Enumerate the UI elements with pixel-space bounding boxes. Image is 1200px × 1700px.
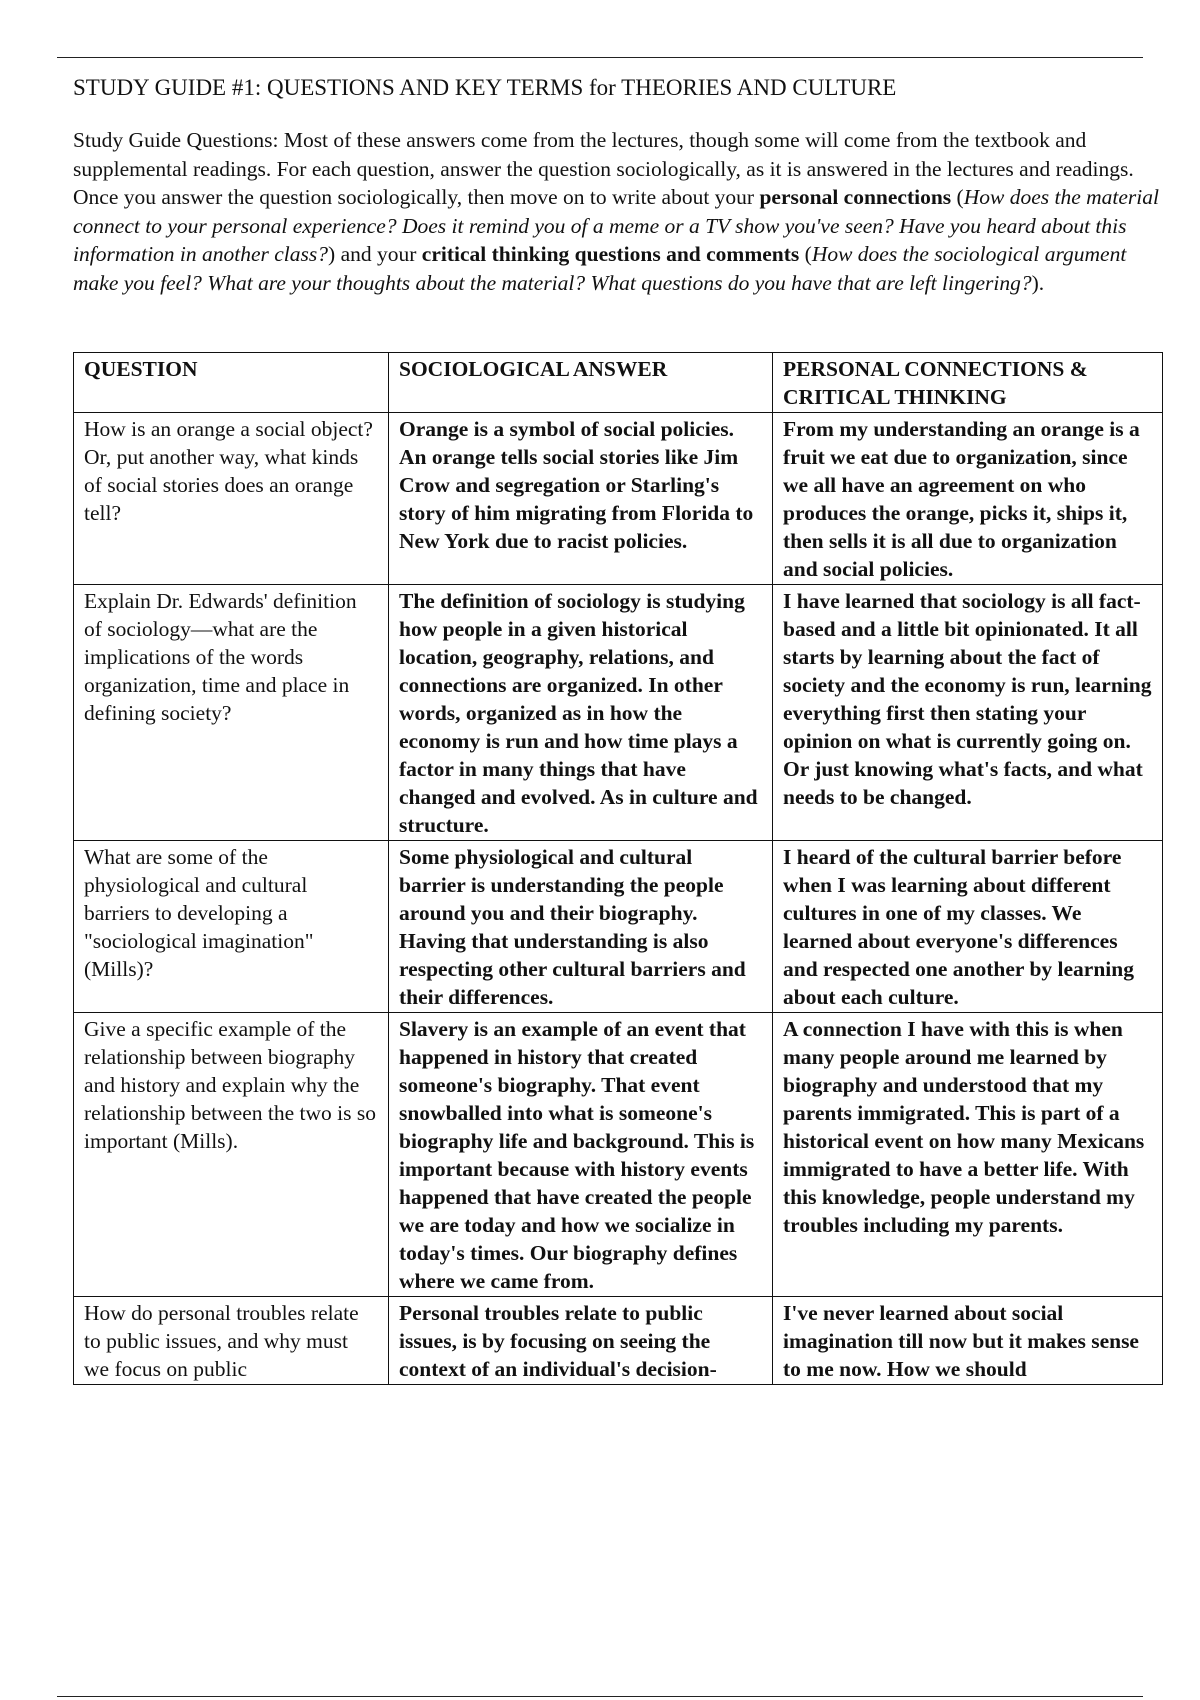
question-cell: What are some of the physiological and cultural barriers to developing a "sociological imagination" (Mills)? [74,841,389,1013]
bottom-rule [57,1696,1143,1697]
personal-cell: From my understanding an orange is a fruit we eat due to organization, since we all have an agreement on who produces the orange, picks it, ships it, then sells it is all due to organization and social policies. [773,413,1163,585]
table-header-row [74,353,1163,413]
header-personal-connections: PERSONAL CONNECTIONS & CRITICAL THINKING [773,353,1163,413]
intro-italic-personal-questions: How does the material connect to your personal experience? Does it remind you of a meme or a TV show you've seen? Have you heard about this information in another class? [73,185,1159,266]
question-cell: Give a specific example of the relationship between biography and history and explain why the relationship between the two is so important (Mills). [74,1013,389,1297]
question-cell: Explain Dr. Edwards' definition of sociology—what are the implications of the words organization, time and place in defining society? [74,585,389,841]
answer-cell: Some physiological and cultural barrier is understanding the people around you and their biography. Having that understanding is also respecting other cultural barriers and their differences. [389,841,773,1013]
intro-bold-critical-thinking: critical thinking questions and comments [421,242,800,266]
table-row [74,585,1163,841]
intro-text-1: Study Guide Questions: Most of these answers come from the lectures, though some will come from the textbook and supplemental readings. For each question, answer the question sociologically, as it is answered in the lectures and readings. Once you answer the question sociologically, then move on to write about your [73,128,1134,209]
top-rule [57,57,1143,58]
question-cell: How do personal troubles relate to public issues, and why must we focus on public [74,1297,389,1385]
personal-cell: I heard of the cultural barrier before when I was learning about different cultures in one of my classes. We learned about everyone's differences and respected one another by learning about each culture. [773,841,1163,1013]
intro-text-4: ( [799,242,812,266]
intro-bold-personal-connections: personal connections [759,185,952,209]
header-sociological-answer: SOCIOLOGICAL ANSWER [389,353,773,413]
study-guide-table [73,352,1163,1385]
personal-cell: I have learned that sociology is all fact-based and a little bit opinionated. It all starts by learning about the fact of society and the economy is run, learning everything first then stating your opinion on what is currently going on. Or just knowing what's facts, and what needs to be changed. [773,585,1163,841]
intro-paragraph [73,126,1163,297]
intro-text-5: ). [1031,270,1045,295]
table-row [74,1013,1163,1297]
question-cell: How is an orange a social object? Or, put another way, what kinds of social stories does an orange tell? [74,413,389,585]
page-title: STUDY GUIDE #1: QUESTIONS AND KEY TERMS for THEORIES AND CULTURE [73,75,897,100]
answer-cell: Orange is a symbol of social policies. An orange tells social stories like Jim Crow and segregation or Starling's story of him migrating from Florida to New York due to racist policies. [389,413,773,585]
answer-cell: Slavery is an example of an event that happened in history that created someone's biography. That event snowballed into what is someone's biography life and background. This is important because with history events happened that have created the people we are today and how we socialize in today's times. Our biography defines where we came from. [389,1013,773,1297]
table-row [74,1297,1163,1385]
header-question: QUESTION [74,353,389,413]
table-row [74,413,1163,585]
personal-cell: A connection I have with this is when many people around me learned by biography and understood that my parents immigrated. This is part of a historical event on how many Mexicans immigrated to have a better life. With this knowledge, people understand my troubles including my parents. [773,1013,1163,1297]
intro-text-3: ) and your [328,242,422,266]
intro-italic-critical-questions: How does the sociological argument make you feel? What are your thoughts about the material? What questions do you have that are left lingering? [73,242,1127,295]
intro-text-2: ( [951,185,964,209]
personal-cell: I've never learned about social imagination till now but it makes sense to me now. How we should [773,1297,1163,1385]
answer-cell: Personal troubles relate to public issues, is by focusing on seeing the context of an individual's decision- [389,1297,773,1385]
answer-cell: The definition of sociology is studying how people in a given historical location, geography, relations, and connections are organized. In other words, organized as in how the economy is run and how time plays a factor in many things that have changed and evolved. As in culture and structure. [389,585,773,841]
document-body [73,72,1165,297]
table-row [74,841,1163,1013]
